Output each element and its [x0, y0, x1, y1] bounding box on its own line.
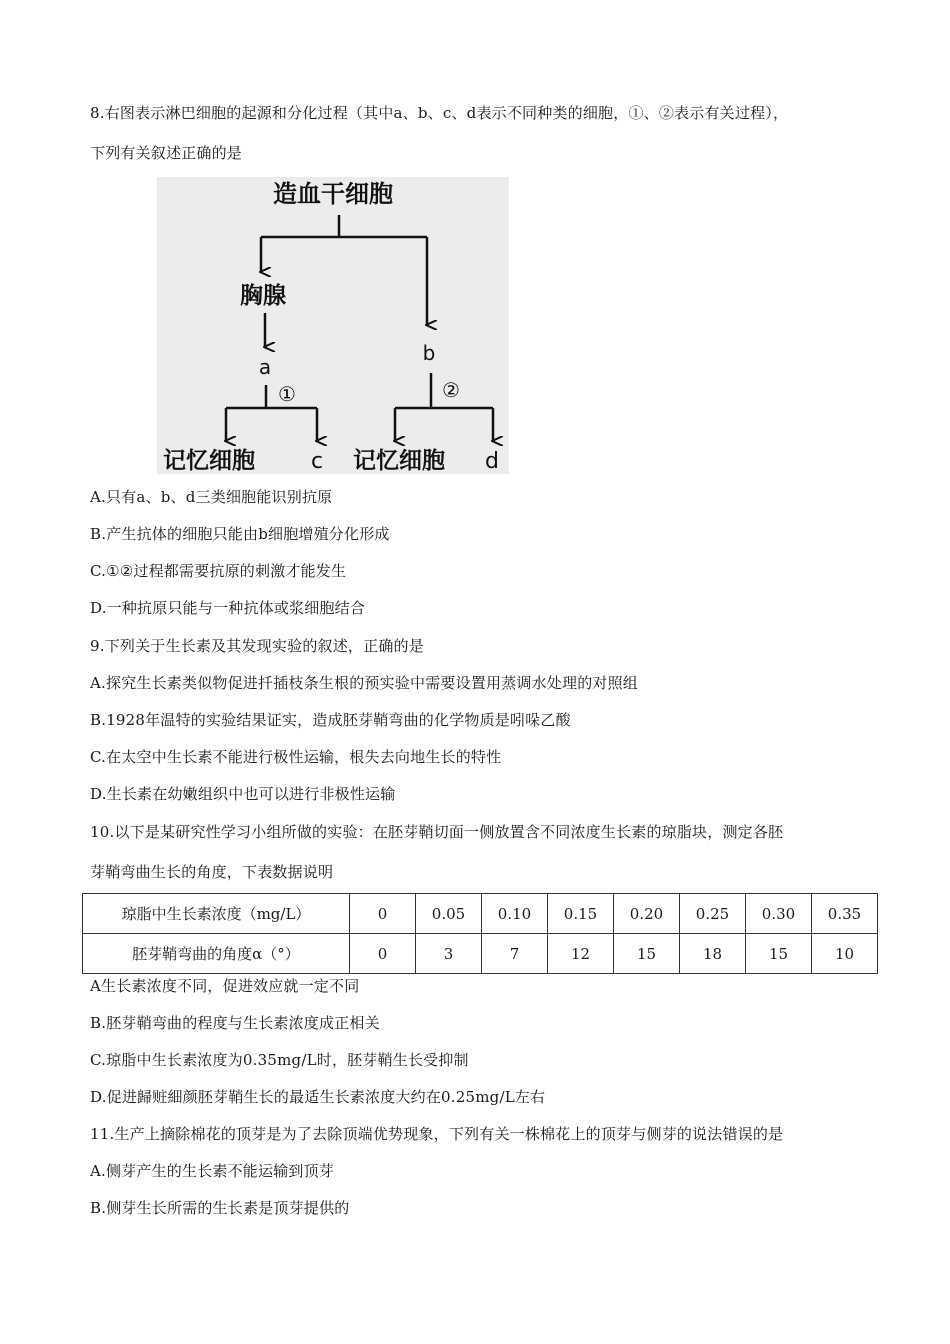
diagram-root-label: 造血干细胞 [273, 180, 393, 208]
table-cell: 0.10 [482, 894, 548, 934]
table-row2-label: 胚芽鞘弯曲的角度α（°） [83, 934, 350, 974]
q8-option-d: D.一种抗原只能与一种抗体或浆细胞结合 [90, 599, 366, 617]
q8-stem-line1: 8.右图表示淋巴细胞的起源和分化过程（其中a、b、c、d表示不同种类的细胞，①、②表示有关过程）， [90, 104, 789, 122]
table-row [83, 894, 878, 934]
diagram-c-label: c [310, 449, 324, 474]
table-cell: 15 [746, 934, 812, 974]
q8-option-c: C.①②过程都需要抗原的刺激才能发生 [90, 562, 347, 580]
q10-option-a: A生长素浓度不同，促进效应就一定不同 [90, 977, 360, 995]
diagram-process-1: ① [278, 382, 296, 406]
table-cell: 0 [350, 934, 416, 974]
table-row [83, 934, 878, 974]
table-cell: 10 [812, 934, 878, 974]
table-cell: 3 [416, 934, 482, 974]
diagram-process-2: ② [442, 378, 460, 402]
q8-stem-line2: 下列有关叙述正确的是 [90, 144, 243, 162]
table-cell: 0 [350, 894, 416, 934]
table-row1-label: 琼脂中生长素浓度（mg/L） [83, 894, 350, 934]
table-cell: 15 [614, 934, 680, 974]
q11-option-a: A.侧芽产生的生长素不能运输到顶芽 [90, 1162, 335, 1180]
q11-stem: 11.生产上摘除棉花的顶芽是为了去除顶端优势现象，下列有关一株棉花上的顶芽与侧芽的说法错误的是 [90, 1125, 784, 1143]
q10-option-c: C.琼脂中生长素浓度为0.35mg/L时，胚芽鞘生长受抑制 [90, 1051, 469, 1069]
q8-option-a: A.只有a、b、d三类细胞能识别抗原 [90, 488, 333, 506]
diagram-a-label: a [258, 355, 272, 379]
table-cell: 12 [548, 934, 614, 974]
q11-option-b: B.侧芽生长所需的生长素是顶芽提供的 [90, 1199, 350, 1217]
diagram-memory-cell-2: 记忆细胞 [353, 448, 445, 474]
auxin-data-table [82, 893, 878, 974]
q9-option-d: D.生长素在幼嫩组织中也可以进行非极性运输 [90, 785, 396, 803]
q10-option-d: D.促进歸赃細颜胚芽鞘生长的最适生长素浓度大约在0.25mg/L左右 [90, 1088, 546, 1106]
diagram-thymus-label: 胸腺 [240, 283, 286, 309]
q10-stem-line1: 10.以下是某研究性学习小组所做的实验：在胚芽鞘切面一侧放置含不同浓度生长素的琼脂块，测定各胚 [90, 823, 784, 841]
diagram-memory-cell-1: 记忆细胞 [163, 448, 255, 474]
q9-stem: 9.下列关于生长素及其发现实验的叙述，正确的是 [90, 637, 424, 655]
table-cell: 0.15 [548, 894, 614, 934]
q10-stem-line2: 芽鞘弯曲生长的角度，下表数据说明 [90, 863, 334, 881]
diagram-d-label: d [485, 449, 499, 474]
table-cell: 0.25 [680, 894, 746, 934]
table-cell: 7 [482, 934, 548, 974]
table-cell: 0.20 [614, 894, 680, 934]
lymphocyte-diagram [157, 177, 509, 474]
q10-option-b: B.胚芽鞘弯曲的程度与生长素浓度成正相关 [90, 1014, 380, 1032]
table-cell: 0.30 [746, 894, 812, 934]
diagram-b-label: b [422, 341, 436, 365]
q9-option-b: B.1928年温特的实验结果证实，造成胚芽鞘弯曲的化学物质是吲哚乙酸 [90, 711, 571, 729]
q9-option-c: C.在太空中生长素不能进行极性运输，根失去向地生长的特性 [90, 748, 502, 766]
table-cell: 0.05 [416, 894, 482, 934]
table-cell: 18 [680, 934, 746, 974]
q9-option-a: A.探究生长素类似物促进扦插枝条生根的预实验中需要设置用蒸调水处理的对照组 [90, 674, 639, 692]
table-cell: 0.35 [812, 894, 878, 934]
q8-option-b: B.产生抗体的细胞只能由b细胞增殖分化形成 [90, 525, 390, 543]
